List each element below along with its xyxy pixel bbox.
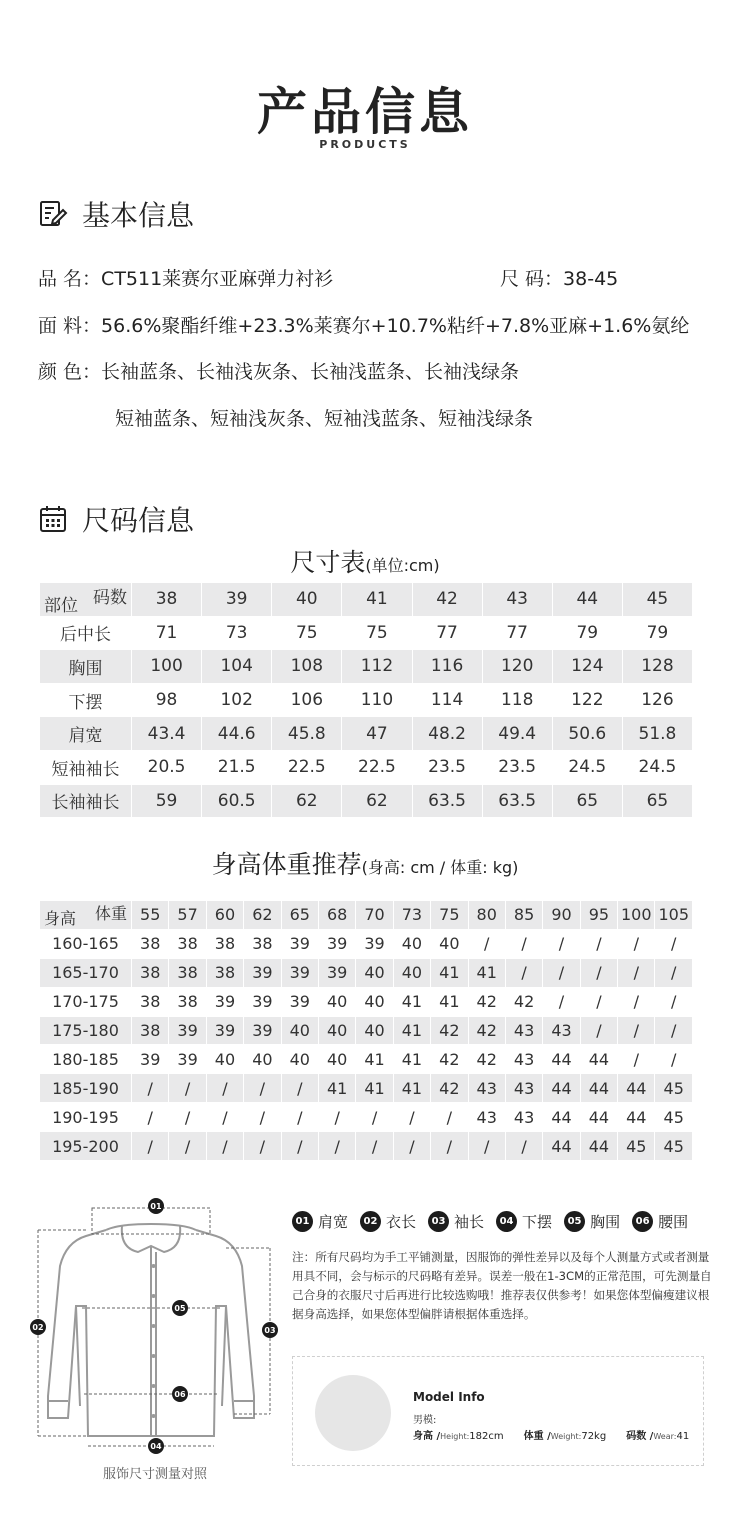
fit-table-cell: 40 xyxy=(356,1016,393,1045)
legend-item xyxy=(632,1211,688,1232)
table-row xyxy=(40,650,693,684)
fit-table-cell: / xyxy=(393,1103,430,1132)
size-range-label: 尺 码： xyxy=(500,268,564,290)
legend-label: 衣长 xyxy=(386,1213,417,1231)
marker-01: 01 xyxy=(150,1202,162,1211)
legend-item xyxy=(360,1211,416,1232)
marker-04: 04 xyxy=(150,1442,162,1451)
fit-table-cell: / xyxy=(505,929,542,958)
fit-table-cell: 42 xyxy=(431,1016,468,1045)
fit-table-cell: / xyxy=(580,929,617,958)
fit-table-cell: 38 xyxy=(132,987,169,1016)
fit-table-cell: 39 xyxy=(244,1016,281,1045)
size-table-cell: 24.5 xyxy=(552,750,622,784)
fit-table-cell: / xyxy=(169,1103,206,1132)
fit-table-cell: 38 xyxy=(169,958,206,987)
fit-table-cell: 43 xyxy=(468,1103,505,1132)
size-table-corner-top: 码数 xyxy=(93,588,127,608)
fit-table-cell: 44 xyxy=(543,1132,580,1161)
product-name-value: CT511莱赛尔亚麻弹力衬衫 xyxy=(101,268,334,290)
size-table-cell: 79 xyxy=(552,616,622,650)
fit-table-cell: 40 xyxy=(318,987,355,1016)
size-table-cell: 43.4 xyxy=(132,717,202,751)
fit-table-column-header: 75 xyxy=(431,901,468,930)
fit-table-cell: 40 xyxy=(318,1045,355,1074)
size-table-cell: 104 xyxy=(202,650,272,684)
fit-table-cell: / xyxy=(244,1132,281,1161)
fit-table-row-label: 165-170 xyxy=(40,958,132,987)
size-table-column-header: 45 xyxy=(622,583,692,617)
fit-table-cell: 43 xyxy=(505,1016,542,1045)
size-range-value: 38-45 xyxy=(563,268,619,290)
fit-table-cell: 39 xyxy=(132,1045,169,1074)
fit-table-cell: / xyxy=(244,1074,281,1103)
size-table-cell: 50.6 xyxy=(552,717,622,751)
legend-label: 胸围 xyxy=(590,1213,621,1231)
fit-table-cell: 44 xyxy=(618,1074,655,1103)
fit-table-cell: 44 xyxy=(580,1103,617,1132)
fit-table-cell: 44 xyxy=(618,1103,655,1132)
model-weight: 体重 /Weight:72kg xyxy=(523,1431,607,1442)
fit-table-cell: 40 xyxy=(244,1045,281,1074)
fit-table-corner-cell xyxy=(40,901,132,930)
size-table-cell: 79 xyxy=(622,616,692,650)
fit-table-cell: 44 xyxy=(543,1045,580,1074)
size-table-cell: 128 xyxy=(622,650,692,684)
size-table-cell: 77 xyxy=(412,616,482,650)
shirt-outline xyxy=(48,1224,254,1436)
fit-table-cell: 41 xyxy=(393,1074,430,1103)
model-info-title: Model Info xyxy=(413,1390,485,1404)
fit-table-cell: / xyxy=(580,1016,617,1045)
fit-table-cell: / xyxy=(618,1045,655,1074)
fit-table-cell: / xyxy=(655,929,693,958)
fit-table-cell: / xyxy=(281,1103,318,1132)
size-table-cell: 106 xyxy=(272,683,342,717)
fit-table-cell: 43 xyxy=(505,1103,542,1132)
model-avatar xyxy=(315,1375,391,1451)
size-table-corner-cell xyxy=(40,583,132,617)
size-table-cell: 22.5 xyxy=(342,750,412,784)
fit-table-cell: 38 xyxy=(169,987,206,1016)
marker-02: 02 xyxy=(32,1323,44,1332)
size-table-cell: 63.5 xyxy=(482,784,552,818)
legend-number-badge: 03 xyxy=(428,1211,449,1232)
fit-table-cell: / xyxy=(431,1132,468,1161)
size-table-cell: 62 xyxy=(342,784,412,818)
table-row xyxy=(40,958,693,987)
fit-table-column-header: 60 xyxy=(206,901,243,930)
table-row xyxy=(40,1016,693,1045)
measurement-legend xyxy=(292,1211,700,1232)
fit-table-cell: 41 xyxy=(356,1074,393,1103)
fit-table-cell: / xyxy=(468,1132,505,1161)
size-table-cell: 108 xyxy=(272,650,342,684)
fit-table-cell: / xyxy=(618,958,655,987)
fit-table-cell: 44 xyxy=(543,1103,580,1132)
fit-table-cell: 38 xyxy=(206,958,243,987)
fit-table-cell: 39 xyxy=(281,929,318,958)
fit-table-cell: 40 xyxy=(356,987,393,1016)
diagram-caption: 服饰尺寸测量对照 xyxy=(102,1467,207,1482)
size-table-cell: 65 xyxy=(552,784,622,818)
size-table-column-header: 40 xyxy=(272,583,342,617)
fit-table-cell: / xyxy=(169,1132,206,1161)
size-table-cell: 77 xyxy=(482,616,552,650)
fit-table-cell: / xyxy=(543,929,580,958)
fit-table-header-row xyxy=(40,901,693,930)
size-table-cell: 118 xyxy=(482,683,552,717)
page-title: 产品信息 xyxy=(257,83,473,141)
size-table-column-header: 44 xyxy=(552,583,622,617)
fit-table-column-header: 57 xyxy=(169,901,206,930)
product-name-row xyxy=(38,264,333,291)
legend-number-badge: 04 xyxy=(496,1211,517,1232)
fit-table-cell: 44 xyxy=(580,1045,617,1074)
size-table-title-text: 尺寸表 xyxy=(290,548,366,577)
fit-table-cell: / xyxy=(618,1016,655,1045)
size-table-title xyxy=(0,543,730,579)
size-table-column-header: 43 xyxy=(482,583,552,617)
table-row xyxy=(40,1103,693,1132)
fit-table-cell: / xyxy=(281,1074,318,1103)
legend-number-badge: 06 xyxy=(632,1211,653,1232)
fit-table-cell: / xyxy=(318,1132,355,1161)
table-row xyxy=(40,1045,693,1074)
fit-table-cell: 38 xyxy=(206,929,243,958)
size-table-cell: 22.5 xyxy=(272,750,342,784)
fabric-value: 56.6%聚酯纤维+23.3%莱赛尔+10.7%粘纤+7.8%亚麻+1.6%氨纶 xyxy=(101,315,690,337)
fit-table-cell: / xyxy=(356,1103,393,1132)
table-row xyxy=(40,683,693,717)
size-table-cell: 73 xyxy=(202,616,272,650)
fit-table-cell: 40 xyxy=(431,929,468,958)
size-table-cell: 65 xyxy=(622,784,692,818)
fit-table-cell: 38 xyxy=(169,929,206,958)
legend-number-badge: 02 xyxy=(360,1211,381,1232)
fabric-label: 面 料： xyxy=(38,315,102,337)
fit-table-row-label: 195-200 xyxy=(40,1132,132,1161)
fit-table-column-header: 105 xyxy=(655,901,693,930)
fit-table-column-header: 68 xyxy=(318,901,355,930)
table-row xyxy=(40,784,693,818)
legend-item xyxy=(564,1211,620,1232)
size-table-row-label: 后中长 xyxy=(40,616,132,650)
size-table-cell: 124 xyxy=(552,650,622,684)
size-range-row xyxy=(500,264,618,291)
marker-05: 05 xyxy=(174,1304,186,1313)
size-table-row-label: 下摆 xyxy=(40,683,132,717)
basic-info-heading-text: 基本信息 xyxy=(82,199,195,232)
fit-table-row-label: 190-195 xyxy=(40,1103,132,1132)
fit-table-cell: / xyxy=(618,987,655,1016)
fit-table-title-text: 身高体重推荐 xyxy=(211,850,362,879)
fit-table-cell: / xyxy=(655,1016,693,1045)
size-table-cell: 100 xyxy=(132,650,202,684)
size-table-column-header: 38 xyxy=(132,583,202,617)
fit-table-row-label: 175-180 xyxy=(40,1016,132,1045)
legend-label: 腰围 xyxy=(658,1213,689,1231)
fit-table-cell: 38 xyxy=(132,929,169,958)
fit-table-cell: 40 xyxy=(281,1016,318,1045)
table-row xyxy=(40,750,693,784)
fit-table-cell: 39 xyxy=(244,958,281,987)
size-table-cell: 63.5 xyxy=(412,784,482,818)
fit-table-cell: 38 xyxy=(132,1016,169,1045)
fit-table-cell: 42 xyxy=(468,987,505,1016)
size-table-cell: 112 xyxy=(342,650,412,684)
fit-table-cell: / xyxy=(356,1132,393,1161)
edit-document-icon xyxy=(38,199,68,229)
fit-table-cell: / xyxy=(505,1132,542,1161)
fit-table-cell: / xyxy=(393,1132,430,1161)
fit-table-row-label: 185-190 xyxy=(40,1074,132,1103)
size-table-header-row xyxy=(40,583,693,617)
legend-number-badge: 05 xyxy=(564,1211,585,1232)
size-table-cell: 116 xyxy=(412,650,482,684)
fit-table-cell: 41 xyxy=(356,1045,393,1074)
size-info-heading xyxy=(38,499,194,539)
fit-table-cell: / xyxy=(318,1103,355,1132)
size-table-cell: 62 xyxy=(272,784,342,818)
model-label: 男模: xyxy=(413,1415,437,1426)
size-table-cell: 60.5 xyxy=(202,784,272,818)
fit-table-corner-top: 体重 xyxy=(94,904,127,923)
legend-item xyxy=(292,1211,348,1232)
shirt-measurement-diagram xyxy=(26,1196,286,1458)
fit-table-column-header: 80 xyxy=(468,901,505,930)
fit-table-cell: 44 xyxy=(543,1074,580,1103)
fit-table-cell: 43 xyxy=(505,1045,542,1074)
fit-table-cell: 40 xyxy=(393,958,430,987)
fit-table-cell: / xyxy=(618,929,655,958)
page-subtitle: PRODUCTS xyxy=(319,138,411,151)
fit-table-cell: 42 xyxy=(431,1074,468,1103)
fit-table-cell: 40 xyxy=(393,929,430,958)
fit-table-unit: (身高: cm / 体重: kg) xyxy=(361,858,519,877)
fit-table-column-header: 85 xyxy=(505,901,542,930)
size-table-cell: 47 xyxy=(342,717,412,751)
fit-table-cell: 39 xyxy=(169,1016,206,1045)
calendar-icon xyxy=(38,504,68,534)
size-table-cell: 122 xyxy=(552,683,622,717)
fit-table-row-label: 170-175 xyxy=(40,987,132,1016)
fit-table-cell: 40 xyxy=(281,1045,318,1074)
size-table-cell: 23.5 xyxy=(412,750,482,784)
fit-table-cell: 41 xyxy=(431,958,468,987)
fit-table-cell: 41 xyxy=(393,1045,430,1074)
fit-table-cell: / xyxy=(431,1103,468,1132)
fit-table-row-label: 180-185 xyxy=(40,1045,132,1074)
fit-table-cell: 38 xyxy=(244,929,281,958)
fit-table-cell: 43 xyxy=(543,1016,580,1045)
fit-table-cell: 39 xyxy=(169,1045,206,1074)
fit-table-cell: / xyxy=(468,929,505,958)
fit-table-cell: / xyxy=(580,958,617,987)
fit-table-column-header: 65 xyxy=(281,901,318,930)
measurement-note: 注：所有尺码均为手工平铺测量，因服饰的弹性差异以及每个人测量方式或者测量用具不同，会与标示的尺码略有差异。误差一般在1-3CM的正常范围，可先测量自己合身的衣服尺寸后再进行比较选购哦！推荐表仅供参考！如果您体型偏瘦建议根据身高选择，如果您体型偏胖请根据体重选择。 xyxy=(292,1250,712,1321)
fit-table-column-header: 100 xyxy=(618,901,655,930)
fit-table-cell: 39 xyxy=(318,958,355,987)
color-value-line1: 长袖蓝条、长袖浅灰条、长袖浅蓝条、长袖浅绿条 xyxy=(101,361,520,383)
fit-table-corner-bottom: 身高 xyxy=(44,908,77,928)
legend-label: 肩宽 xyxy=(318,1213,349,1231)
fabric-row xyxy=(38,311,689,338)
fit-table-cell: 42 xyxy=(431,1045,468,1074)
fit-table-cell: 41 xyxy=(431,987,468,1016)
size-table-cell: 75 xyxy=(342,616,412,650)
size-table-cell: 98 xyxy=(132,683,202,717)
size-table-cell: 59 xyxy=(132,784,202,818)
table-row xyxy=(40,717,693,751)
fit-table-cell: 43 xyxy=(505,1074,542,1103)
fit-table-cell: 38 xyxy=(132,958,169,987)
fit-table-cell: / xyxy=(206,1103,243,1132)
table-row xyxy=(40,929,693,958)
fit-table-cell: / xyxy=(244,1103,281,1132)
size-table-cell: 24.5 xyxy=(622,750,692,784)
size-table-row-label: 长袖袖长 xyxy=(40,784,132,818)
fit-table-cell: 45 xyxy=(618,1132,655,1161)
size-table-row-label: 胸围 xyxy=(40,650,132,684)
size-table-cell: 21.5 xyxy=(202,750,272,784)
size-table-cell: 102 xyxy=(202,683,272,717)
size-table-cell: 51.8 xyxy=(622,717,692,751)
fit-table-cell: 42 xyxy=(468,1016,505,1045)
fit-table-cell: / xyxy=(655,987,693,1016)
fit-table-cell: 45 xyxy=(655,1103,693,1132)
size-table-unit: (单位:cm) xyxy=(365,556,440,575)
fit-table-cell: 44 xyxy=(580,1132,617,1161)
size-table-cell: 71 xyxy=(132,616,202,650)
size-table-column-header: 42 xyxy=(412,583,482,617)
fit-table-cell: 39 xyxy=(356,929,393,958)
fit-table-cell: 39 xyxy=(206,1016,243,1045)
fit-table-cell: 43 xyxy=(468,1074,505,1103)
fit-table-cell: / xyxy=(132,1132,169,1161)
size-table-column-header: 39 xyxy=(202,583,272,617)
fit-table-cell: 39 xyxy=(281,987,318,1016)
size-table-cell: 49.4 xyxy=(482,717,552,751)
fit-table-cell: 42 xyxy=(468,1045,505,1074)
fit-table-cell: 41 xyxy=(393,1016,430,1045)
size-info-heading-text: 尺码信息 xyxy=(82,504,195,537)
fit-table-cell: / xyxy=(206,1132,243,1161)
fit-table-column-header: 62 xyxy=(244,901,281,930)
size-table-cell: 48.2 xyxy=(412,717,482,751)
color-label: 颜 色： xyxy=(38,361,102,383)
model-wear: 码数 /Wear:41 xyxy=(626,1431,690,1442)
size-table-cell: 110 xyxy=(342,683,412,717)
fit-table-cell: 39 xyxy=(206,987,243,1016)
fit-table-cell: / xyxy=(206,1074,243,1103)
fit-table-cell: / xyxy=(543,958,580,987)
basic-info-heading xyxy=(38,194,194,234)
fit-table-cell: 45 xyxy=(655,1132,693,1161)
table-row xyxy=(40,1132,693,1161)
table-row xyxy=(40,1074,693,1103)
marker-06: 06 xyxy=(174,1390,186,1399)
fit-table-cell: / xyxy=(580,987,617,1016)
size-table-cell: 20.5 xyxy=(132,750,202,784)
size-table-column-header: 41 xyxy=(342,583,412,617)
fit-table-cell: 45 xyxy=(655,1074,693,1103)
fit-table-cell: 40 xyxy=(318,1016,355,1045)
fit-table-cell: 39 xyxy=(318,929,355,958)
fit-table-cell: / xyxy=(169,1074,206,1103)
fit-table-column-header: 73 xyxy=(393,901,430,930)
table-row xyxy=(40,987,693,1016)
fit-table-row-label: 160-165 xyxy=(40,929,132,958)
fit-table-cell: 39 xyxy=(244,987,281,1016)
size-table-cell: 45.8 xyxy=(272,717,342,751)
fit-table-title xyxy=(0,845,730,881)
size-table-cell: 114 xyxy=(412,683,482,717)
fit-table-cell: 40 xyxy=(206,1045,243,1074)
size-table-cell: 75 xyxy=(272,616,342,650)
product-name-label: 品 名： xyxy=(38,268,102,290)
size-table-cell: 23.5 xyxy=(482,750,552,784)
fit-table-column-header: 90 xyxy=(543,901,580,930)
fit-table-cell: 39 xyxy=(281,958,318,987)
legend-label: 下摆 xyxy=(522,1213,553,1231)
fit-table-cell: / xyxy=(655,1045,693,1074)
legend-number-badge: 01 xyxy=(292,1211,313,1232)
fit-table-cell: / xyxy=(543,987,580,1016)
fit-table-cell: 41 xyxy=(318,1074,355,1103)
size-table-cell: 126 xyxy=(622,683,692,717)
fit-table-cell: / xyxy=(655,958,693,987)
fit-table-column-header: 95 xyxy=(580,901,617,930)
table-row xyxy=(40,616,693,650)
size-table-row-label: 肩宽 xyxy=(40,717,132,751)
legend-label: 袖长 xyxy=(454,1213,485,1231)
size-table-cell: 120 xyxy=(482,650,552,684)
color-row xyxy=(38,357,519,384)
size-table-cell: 44.6 xyxy=(202,717,272,751)
fit-table-cell: 41 xyxy=(393,987,430,1016)
model-height: 身高 /Height:182cm xyxy=(413,1431,504,1442)
fit-table-column-header: 55 xyxy=(132,901,169,930)
fit-table-cell: / xyxy=(132,1074,169,1103)
fit-table-cell: 42 xyxy=(505,987,542,1016)
model-info-card xyxy=(292,1356,704,1466)
size-table xyxy=(39,582,693,818)
fit-table-cell: 44 xyxy=(580,1074,617,1103)
model-stats xyxy=(413,1427,709,1442)
legend-item xyxy=(496,1211,552,1232)
size-table-corner-bottom: 部位 xyxy=(44,595,78,616)
fit-table-cell: 41 xyxy=(468,958,505,987)
fit-table xyxy=(39,900,693,1161)
shirt-buttons xyxy=(152,1264,156,1418)
marker-03: 03 xyxy=(264,1326,276,1335)
color-value-line2: 短袖蓝条、短袖浅灰条、短袖浅蓝条、短袖浅绿条 xyxy=(115,408,534,430)
fit-table-cell: / xyxy=(281,1132,318,1161)
fit-table-cell: / xyxy=(132,1103,169,1132)
fit-table-cell: / xyxy=(505,958,542,987)
size-table-row-label: 短袖袖长 xyxy=(40,750,132,784)
fit-table-column-header: 70 xyxy=(356,901,393,930)
legend-item xyxy=(428,1211,484,1232)
fit-table-cell: 40 xyxy=(356,958,393,987)
